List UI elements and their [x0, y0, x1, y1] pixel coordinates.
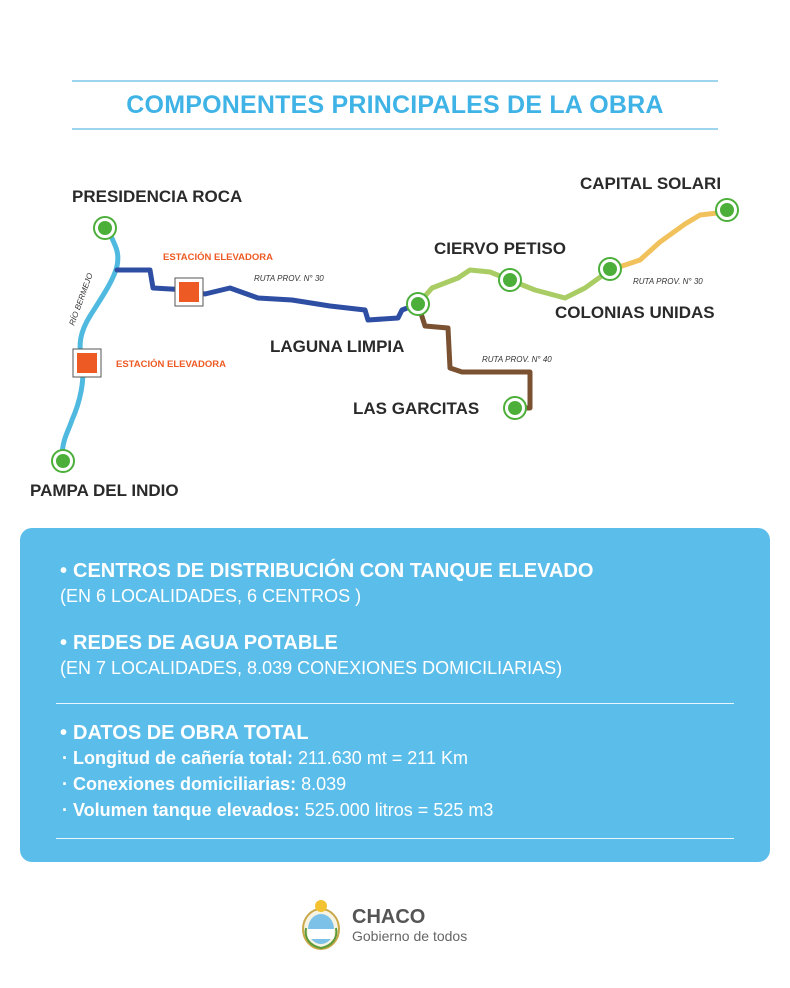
- station-upper-marker: [175, 278, 203, 306]
- small-bullet: ·: [62, 774, 68, 794]
- item1-title: CENTROS DE DISTRIBUCIÓN CON TANQUE ELEVADO: [73, 560, 594, 582]
- bullet: •: [60, 560, 68, 582]
- label-station-upper: ESTACIÓN ELEVADORA: [163, 252, 273, 263]
- node-capital-solari: [716, 199, 738, 221]
- label-capital-solari: CAPITAL SOLARI: [580, 174, 722, 193]
- page-title: COMPONENTES PRINCIPALES DE LA OBRA: [126, 90, 664, 119]
- detail-connections: [62, 774, 346, 795]
- detail-value: 8.039: [301, 774, 347, 794]
- item2-title: REDES DE AGUA POTABLE: [73, 632, 338, 654]
- node-laguna-limpia: [407, 293, 429, 315]
- route30-east-yellow-line: [610, 212, 726, 270]
- detail-value: 211.630 mt = 211 Km: [298, 748, 468, 768]
- node-presidencia-roca: [94, 217, 116, 239]
- panel-divider-top: [56, 703, 734, 704]
- node-ciervo-petiso: [499, 269, 521, 291]
- footer-brand: [300, 898, 467, 952]
- label-pampa-del-indio: PAMPA DEL INDIO: [30, 481, 179, 500]
- label-colonias-unidas: COLONIAS UNIDAS: [555, 303, 715, 322]
- small-bullet: ·: [62, 800, 68, 820]
- chaco-seal-icon: [300, 898, 342, 952]
- label-route30-west: RUTA PROV. N° 30: [254, 274, 324, 283]
- small-bullet: ·: [62, 748, 68, 768]
- label-laguna-limpia: LAGUNA LIMPIA: [270, 337, 405, 356]
- label-river: RÍO BERMEJO: [67, 271, 95, 327]
- detail-label: Longitud de cañería total:: [73, 748, 299, 768]
- route-map: [0, 140, 790, 510]
- node-colonias-unidas: [599, 258, 621, 280]
- bullet: •: [60, 722, 68, 744]
- panel-divider-bottom: [56, 838, 734, 839]
- label-presidencia-roca: PRESIDENCIA ROCA: [72, 187, 243, 206]
- item-distribution-centers: [60, 560, 593, 583]
- brand-name: CHACO: [352, 906, 426, 928]
- node-pampa-del-indio: [52, 450, 74, 472]
- river-line: [62, 230, 118, 458]
- item1-subtitle: (EN 6 LOCALIDADES, 6 CENTROS ): [60, 586, 362, 606]
- title-banner: [72, 80, 718, 130]
- item2-subtitle: (EN 7 LOCALIDADES, 8.039 CONEXIONES DOMICILIARIAS): [60, 658, 563, 678]
- label-station-lower: ESTACIÓN ELEVADORA: [116, 359, 226, 370]
- item-water-networks: [60, 632, 338, 655]
- station-lower-marker: [73, 349, 101, 377]
- label-las-garcitas: LAS GARCITAS: [353, 399, 480, 418]
- summary-panel: [20, 528, 770, 862]
- detail-pipe-length: [62, 748, 468, 769]
- bullet: •: [60, 632, 68, 654]
- item3-title: DATOS DE OBRA TOTAL: [73, 722, 309, 744]
- label-route30-east: RUTA PROV. N° 30: [633, 277, 703, 286]
- label-ciervo-petiso: CIERVO PETISO: [434, 239, 566, 258]
- detail-label: Conexiones domiciliarias:: [73, 774, 302, 794]
- detail-tank-volume: [62, 800, 493, 821]
- label-route40: RUTA PROV. N° 40: [482, 355, 552, 364]
- node-las-garcitas: [504, 397, 526, 419]
- brand-tagline: Gobierno de todos: [352, 928, 468, 944]
- detail-value: 525.000 litros = 525 m3: [304, 800, 494, 820]
- detail-label: Volumen tanque elevados:: [73, 800, 305, 820]
- item-total-data: [60, 722, 309, 745]
